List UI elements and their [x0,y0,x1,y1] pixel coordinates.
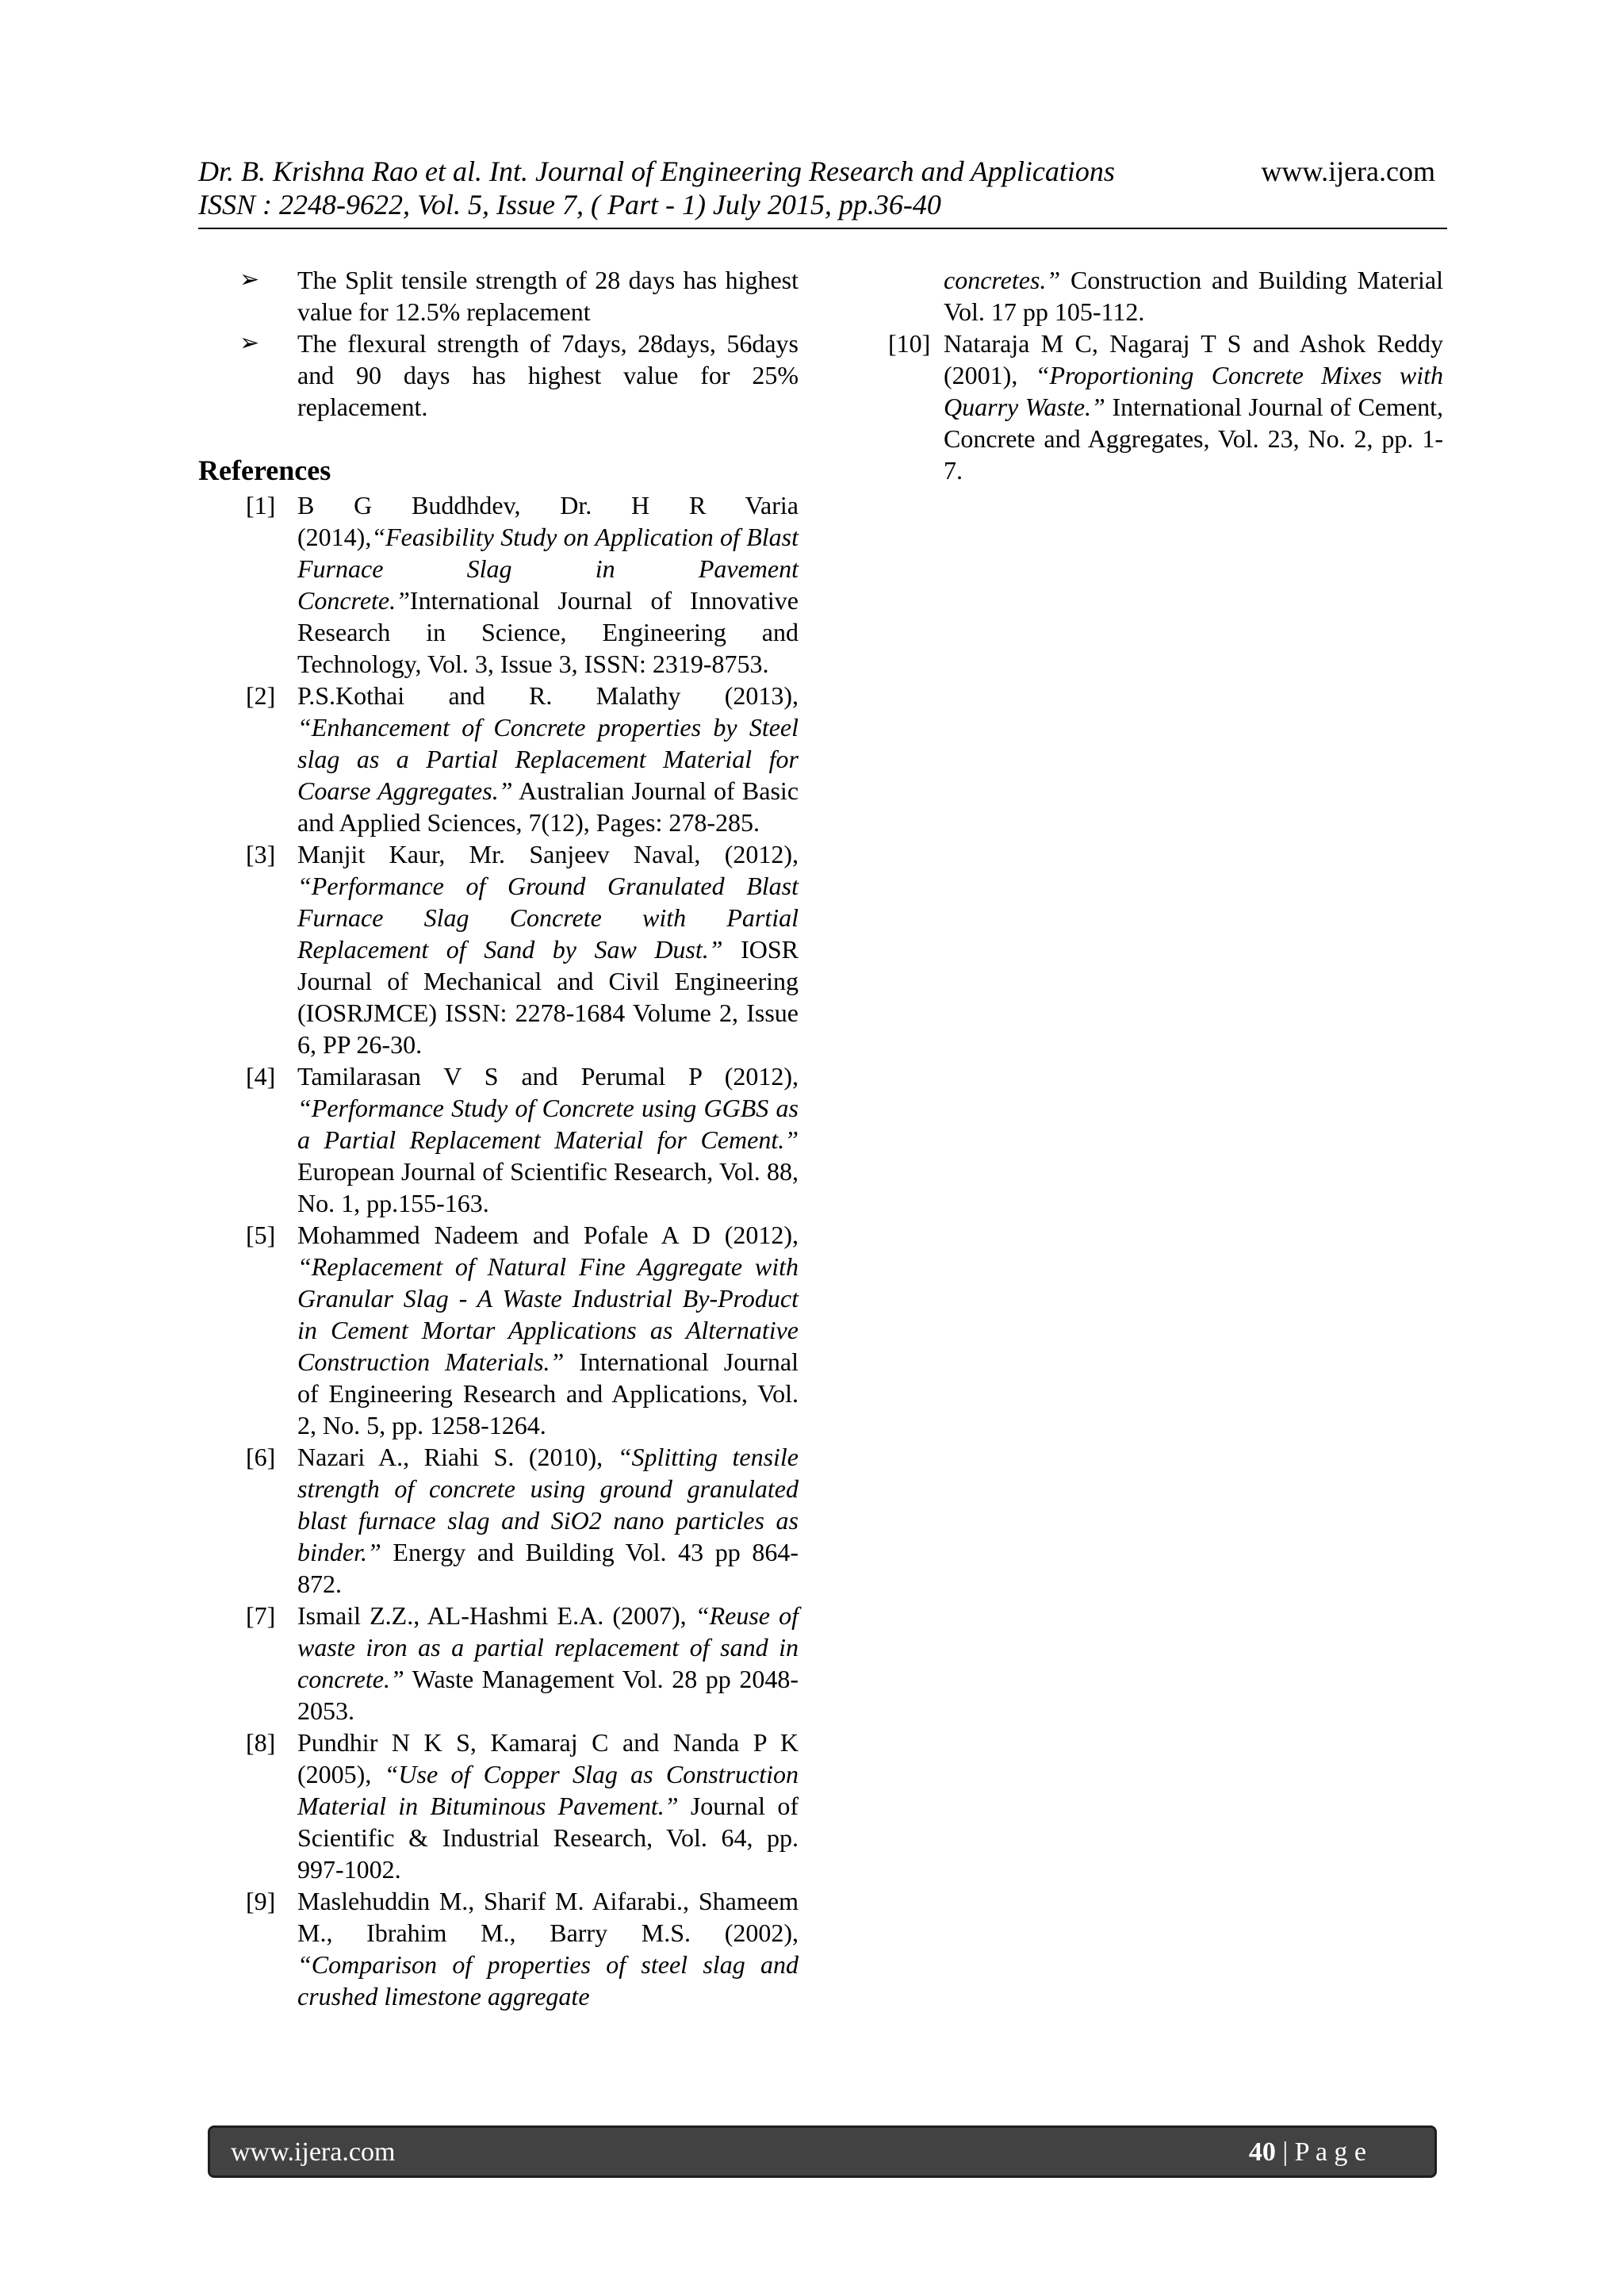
reference-authors: B G Buddhdev, Dr. H R Varia (2014), [297,491,799,551]
reference-source: International Journal of Engineering Research and Applications, Vol. 2, No. 5, pp. 1258-1264. [297,1347,799,1439]
reference-title: “Reuse of waste iron as a partial replacement of sand in concrete.” [297,1601,799,1693]
reference-source: Journal of Scientific & Industrial Research, Vol. 64, pp. 997-1002. [297,1792,799,1884]
reference-authors: Maslehuddin M., Sharif M. Aifarabi., Shameem M., Ibrahim M., Barry M.S. (2002), [297,1887,799,1947]
reference-number: [4] [246,1062,276,1091]
reference-number: [1] [246,491,276,519]
reference-title: “Use of Copper Slag as Construction Material in Bituminous Pavement.” [297,1760,799,1820]
reference-source: International Journal of Cement, Concrete and Aggregates, Vol. 23, No. 2, pp. 1-7. [944,393,1444,485]
references-heading: References [198,454,331,486]
header-divider [198,228,1447,229]
reference-item [198,489,799,680]
header-website[interactable]: www.ijera.com [1261,155,1435,187]
reference-item [198,1060,799,1219]
reference-number: [6] [246,1443,276,1471]
arrow-bullet-icon: ➢ [239,266,260,293]
reference-item [198,1727,799,1885]
journal-citation-line: Dr. B. Krishna Rao et al. Int. Journal of Engineering Research and Applications [198,155,1115,187]
reference-title: concretes.” [944,266,1061,294]
bullet-text: The flexural strength of 7days, 28days, 56days and 90 days has highest value for 25% replacement. [297,329,799,421]
reference-title: “Replacement of Natural Fine Aggregate with Granular Slag - A Waste Industrial By-Product in Cement Mortar Applications as Alternative Construction Materials.” [297,1252,799,1376]
reference-item [198,1600,799,1727]
reference-title: “Enhancement of Concrete properties by Steel slag as a Partial Replacement Material for Coarse Aggregates.” [297,713,799,805]
reference-source: International Journal of Innovative Research in Science, Engineering and Technology, Vol. 3, Issue 3, ISSN: 2319-8753. [297,586,799,678]
reference-title: “Feasibility Study on Application of Blast Furnace Slag in Pavement Concrete.” [297,523,799,615]
page-header [198,155,1443,221]
conclusion-bullet [198,264,799,328]
reference-authors: Tamilarasan V S and Perumal P (2012), [297,1062,799,1091]
reference-source: Energy and Building Vol. 43 pp 864-872. [297,1538,799,1598]
reference-item [198,838,799,1060]
reference-title: “Performance Study of Concrete using GGBS as a Partial Replacement Material for Cement.” [297,1094,799,1154]
page-label: | P a g e [1282,2137,1366,2167]
reference-source: Australian Journal of Basic and Applied Sciences, 7(12), Pages: 278-285. [297,776,799,837]
reference-item-continued [888,264,1443,328]
reference-authors: Nazari A., Riahi S. (2010), [297,1443,603,1471]
reference-item [198,1219,799,1441]
conclusion-bullet [198,328,799,423]
left-column [198,264,799,2012]
footer-page-number [1249,2137,1366,2168]
arrow-bullet-icon: ➢ [239,330,260,356]
reference-number: [8] [246,1728,276,1757]
reference-title: “Comparison of properties of steel slag and crushed limestone aggregate [297,1950,799,2010]
reference-source: Waste Management Vol. 28 pp 2048-2053. [297,1665,799,1725]
reference-source: Construction and Building Material Vol. 17 pp 105-112. [944,266,1444,326]
reference-authors: Mohammed Nadeem and Pofale A D (2012), [297,1221,799,1249]
issn-line: ISSN : 2248-9622, Vol. 5, Issue 7, ( Part - 1) July 2015, pp.36-40 [198,189,941,220]
reference-item [888,328,1443,486]
reference-authors: Ismail Z.Z., AL-Hashmi E.A. (2007), [297,1601,687,1630]
reference-title: “Proportioning Concrete Mixes with Quarry Waste.” [944,361,1443,421]
reference-number: [10] [888,329,931,358]
reference-source: European Journal of Scientific Research, Vol. 88, No. 1, pp.155-163. [297,1157,799,1217]
bullet-text: The Split tensile strength of 28 days has highest value for 12.5% replacement [297,266,799,326]
reference-source: IOSR Journal of Mechanical and Civil Engineering (IOSRJMCE) ISSN: 2278-1684 Volume 2, Issue 6, PP 26-30. [297,935,799,1059]
reference-authors: Manjit Kaur, Mr. Sanjeev Naval, (2012), [297,840,799,868]
reference-number: [3] [246,840,276,868]
page-number: 40 [1248,2137,1276,2167]
reference-number: [2] [246,681,276,710]
reference-authors: Nataraja M C, Nagaraj T S and Ashok Reddy (2001), [944,329,1443,389]
footer-website[interactable]: www.ijera.com [231,2137,396,2167]
right-column [888,264,1443,486]
reference-item [198,1885,799,2012]
reference-item [198,1441,799,1600]
reference-title: “Splitting tensile strength of concrete using ground granulated blast furnace slag and SiO2 nano particles as binder.” [297,1443,799,1566]
reference-number: [9] [246,1887,276,1915]
reference-number: [5] [246,1221,276,1249]
page-footer [208,2125,1437,2178]
reference-item [198,680,799,838]
reference-number: [7] [246,1601,276,1630]
reference-authors: P.S.Kothai and R. Malathy (2013), [297,681,799,710]
reference-title: “Performance of Ground Granulated Blast Furnace Slag Concrete with Partial Replacement of Sand by Saw Dust.” [297,872,799,964]
reference-authors: Pundhir N K S, Kamaraj C and Nanda P K (2005), [297,1728,799,1788]
